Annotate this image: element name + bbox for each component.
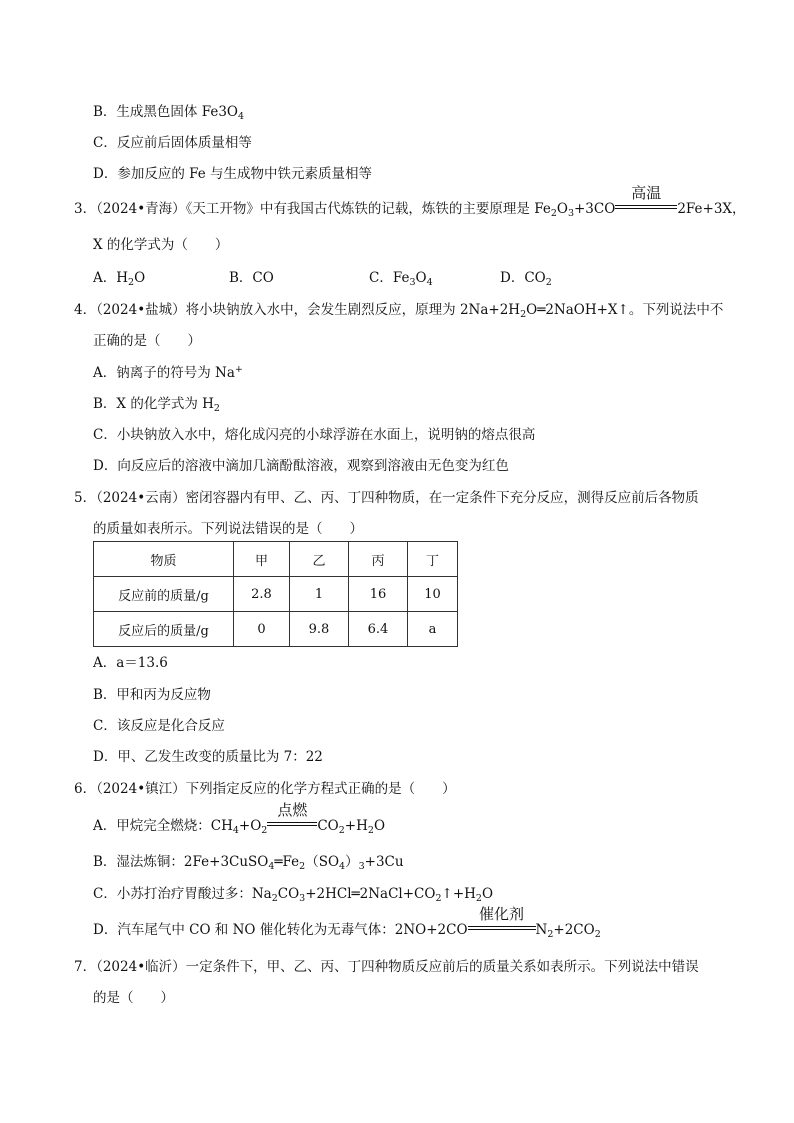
q5-stem-line1: 5．（2024•云南）密闭容器内有甲、乙、丙、丁四种物质，在一定条件下充分反应，测得反应前后各物质 — [74, 490, 699, 506]
q5-mass-table — [93, 541, 458, 647]
table-cell: 反应前的质量/g — [94, 577, 234, 612]
table-row — [94, 612, 458, 647]
q7-stem-line2: 的是（ ） — [93, 990, 174, 1006]
q3-option-d: D．$CO_2$ — [500, 270, 552, 288]
q4-stem-line1: 4．（2024•盐城）将小块钠放入水中，会发生剧烈反应，原理为 $2Na+2H_2O═2NaOH+X↑$。下列说法中不 — [74, 302, 724, 320]
table-cell: 6.4 — [349, 612, 408, 647]
q6-option-b: B．湿法炼铜：$2Fe+3CuSO_4═Fe_2(SO_4)_3+3Cu$ — [93, 854, 404, 872]
q6-option-a: A．甲烷完全燃烧：$CH_4+O_2$ 点燃 $CO_2+H_2O$ — [93, 801, 386, 836]
q3-option-a: A．$H_2O$ — [93, 270, 146, 288]
q5-option-a: A．a＝13.6 — [93, 655, 168, 671]
q2-option-d: D．参加反应的 Fe 与生成物中铁元素质量相等 — [93, 166, 373, 182]
q4-option-d: D．向反应后的溶液中滴加几滴酚酞溶液，观察到溶液由无色变为红色 — [93, 458, 509, 474]
table-cell: 2.8 — [234, 577, 290, 612]
table-cell: 9.8 — [290, 612, 349, 647]
q2-option-b: B．生成黑色固体 $Fe3O_4$ — [93, 104, 245, 122]
q6-stem: 6．（2024•镇江）下列指定反应的化学方程式正确的是（ ） — [74, 781, 456, 797]
q5-option-d: D．甲、乙发生改变的质量比为 7：22 — [93, 749, 323, 765]
q2-option-c: C．反应前后固体质量相等 — [93, 135, 252, 151]
q4-stem-line2: 正确的是（ ） — [93, 333, 201, 349]
table-cell: 10 — [408, 577, 458, 612]
table-cell: 16 — [349, 577, 408, 612]
q3-reaction-condition: 高温 — [615, 200, 677, 218]
table-row — [94, 577, 458, 612]
table-cell: a — [408, 612, 458, 647]
table-cell: 反应后的质量/g — [94, 612, 234, 647]
q7-stem-line1: 7．（2024•临沂）一定条件下，甲、乙、丙、丁四种物质反应前后的质量关系如表所示。下列说法中错误 — [74, 959, 699, 975]
table-cell: 1 — [290, 577, 349, 612]
table-cell: 丁 — [408, 542, 458, 577]
q4-option-b: B．X 的化学式为 $H_2$ — [93, 396, 220, 414]
q3-option-c: C．$Fe_3O_4$ — [369, 270, 433, 288]
q6-option-d: D．汽车尾气中 CO 和 NO 催化转化为无毒气体：2NO+2CO 催化剂 $N_2+2CO_2$ — [93, 905, 601, 940]
q5-stem-line2: 的质量如表所示。下列说法错误的是（ ） — [93, 521, 363, 537]
q3-option-b: B．CO — [229, 270, 274, 286]
q4-option-a: A．钠离子的符号为 Na+ — [93, 364, 243, 381]
table-cell: 甲 — [234, 542, 290, 577]
table-cell: 物质 — [94, 542, 234, 577]
q3-stem-line1: 3．（2024•青海）《天工开物》中有我国古代炼铁的记载，炼铁的主要原理是 $Fe_2O_3+3CO$ 高温 2Fe+3X， — [74, 184, 746, 219]
q5-option-b: B．甲和丙为反应物 — [93, 687, 211, 703]
q4-option-c: C．小块钠放入水中，熔化成闪亮的小球浮游在水面上，说明钠的熔点很高 — [93, 427, 536, 443]
table-cell: 乙 — [290, 542, 349, 577]
q6-option-c: C．小苏打治疗胃酸过多：$Na_2CO_3+2HCl═2NaCl+CO_2↑+H_2O$ — [93, 886, 494, 904]
table-cell: 丙 — [349, 542, 408, 577]
q5-option-c: C．该反应是化合反应 — [93, 718, 225, 734]
q6-a-reaction-condition: 点燃 — [267, 817, 317, 835]
table-cell: 0 — [234, 612, 290, 647]
q3-stem-line2: X 的化学式为（ ） — [93, 237, 229, 253]
q6-d-reaction-condition: 催化剂 — [468, 921, 536, 939]
table-header-row — [94, 542, 458, 577]
